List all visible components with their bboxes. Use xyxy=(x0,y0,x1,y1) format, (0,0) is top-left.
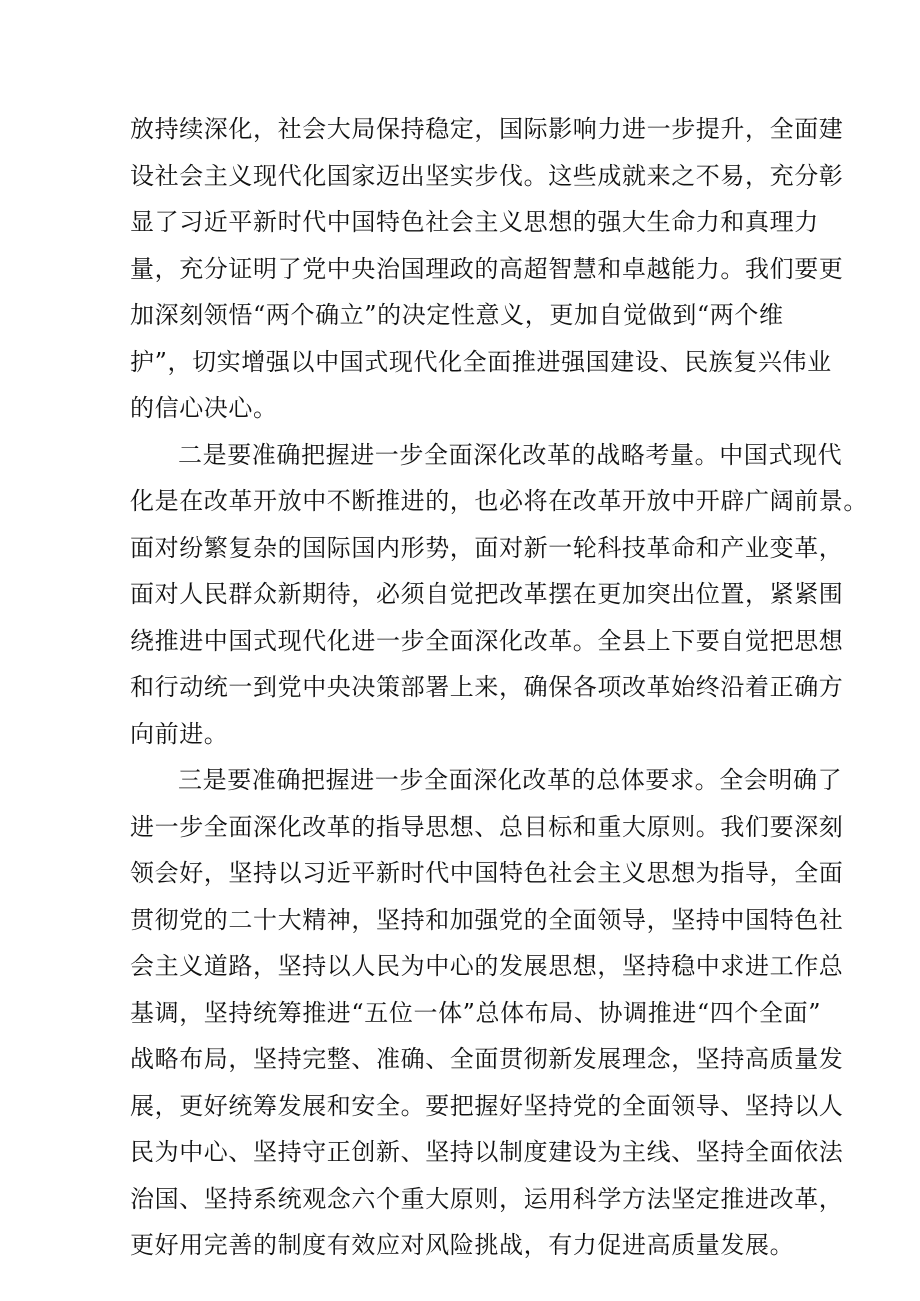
paragraph-line: 战略布局，坚持完整、准确、全面贯彻新发展理念，坚持高质量发 xyxy=(130,1045,844,1073)
paragraph-2 xyxy=(130,432,868,758)
paragraph-line: 二是要准确把握进一步全面深化改革的战略考量。中国式现代 xyxy=(178,440,843,469)
paragraph-line: 展，更好统筹发展和安全。要把握好坚持党的全面领导、坚持以人 xyxy=(130,1091,844,1120)
paragraph-line: 放持续深化，社会大局保持稳定，国际影响力进一步提升，全面建 xyxy=(130,115,844,143)
paragraph-line: 贯彻党的二十大精神，坚持和加强党的全面领导，坚持中国特色社 xyxy=(130,905,844,934)
paragraph-line: 更好用完善的制度有效应对风险挑战，有力促进高质量发展。 xyxy=(130,1231,795,1259)
paragraph-line: 的信心决心。 xyxy=(130,394,278,422)
paragraph-line: 化是在改革开放中不断推进的，也必将在改革开放中开辟广阔前景。 xyxy=(130,487,868,515)
paragraph-line: 绕推进中国式现代化进一步全面深化改革。全县上下要自觉把思想 xyxy=(130,626,844,655)
paragraph-line: 面对纷繁复杂的国际国内形势，面对新一轮科技革命和产业变革， xyxy=(130,533,844,562)
paragraph-line: 量，充分证明了党中央治国理政的高超智慧和卓越能力。我们要更 xyxy=(130,254,844,283)
paragraph-line: 进一步全面深化改革的指导思想、总目标和重大原则。我们要深刻 xyxy=(130,812,844,841)
paragraph-line: 会主义道路，坚持以人民为中心的发展思想，坚持稳中求进工作总 xyxy=(130,952,844,980)
paragraph-line: 面对人民群众新期待，必须自觉把改革摆在更加突出位置，紧紧围 xyxy=(130,580,844,608)
paragraph-1 xyxy=(130,106,844,432)
paragraph-line: 三是要准确把握进一步全面深化改革的总体要求。全会明确了 xyxy=(178,766,843,794)
paragraph-line: 和行动统一到党中央决策部署上来，确保各项改革始终沿着正确方 xyxy=(130,673,844,701)
paragraph-line: 民为中心、坚持守正创新、坚持以制度建设为主线、坚持全面依法 xyxy=(130,1138,844,1166)
paragraph-line: 设社会主义现代化国家迈出坚实步伐。这些成就来之不易，充分彰 xyxy=(130,161,844,190)
paragraph-line: 显了习近平新时代中国特色社会主义思想的强大生命力和真理力 xyxy=(130,208,819,236)
paragraph-line: 领会好，坚持以习近平新时代中国特色社会主义思想为指导，全面 xyxy=(130,859,844,887)
paragraph-line: 向前进。 xyxy=(130,719,229,748)
paragraph-line: 加深刻领悟“两个确立”的决定性意义，更加自觉做到“两个维 xyxy=(130,301,784,329)
paragraph-line: 基调，坚持统筹推进“五位一体”总体布局、协调推进“四个全面” xyxy=(130,998,822,1027)
paragraph-line: 护”，切实增强以中国式现代化全面推进强国建设、民族复兴伟业 xyxy=(130,347,832,376)
paragraph-line: 治国、坚持系统观念六个重大原则，运用科学方法坚定推进改革， xyxy=(130,1184,844,1213)
paragraph-3 xyxy=(130,757,844,1269)
document-body xyxy=(130,106,868,1269)
